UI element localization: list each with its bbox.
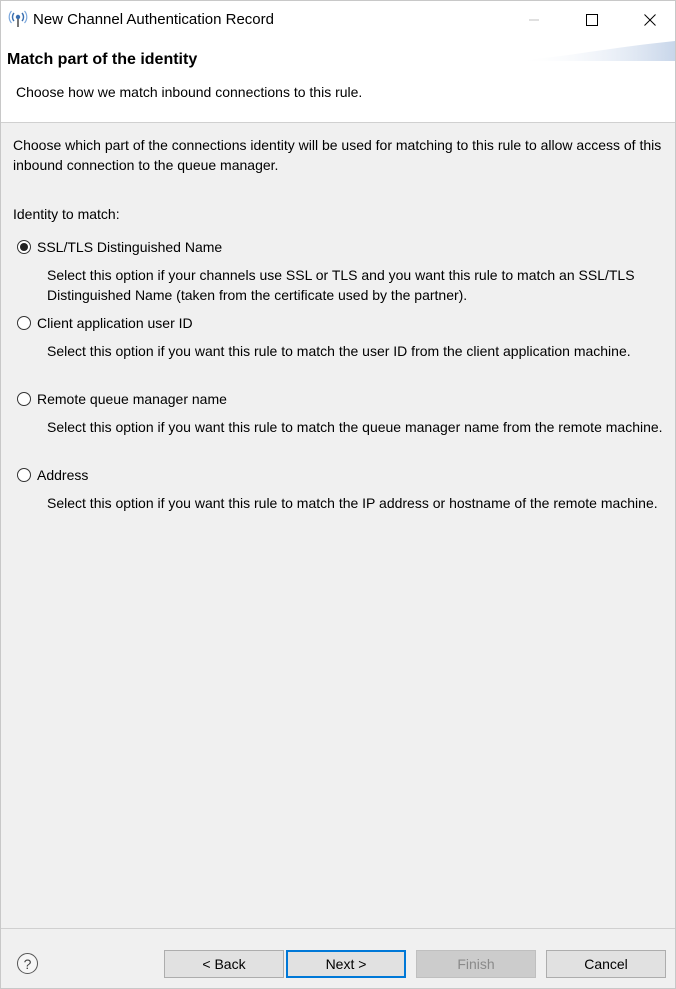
wizard-banner (1, 39, 675, 123)
maximize-button[interactable] (563, 1, 621, 39)
option-description: Select this option if you want this rule to match the queue manager name from the remote machine. (47, 419, 663, 435)
radio-ssl-dn[interactable] (17, 237, 667, 257)
option-ssl-dn (17, 237, 667, 305)
maximize-icon (586, 14, 598, 26)
title-bar (1, 1, 675, 39)
radio-unselected-icon[interactable] (17, 392, 31, 406)
button-bar (1, 928, 675, 989)
identity-label: Identity to match: (13, 206, 120, 222)
page-description: Choose how we match inbound connections to this rule. (16, 84, 363, 100)
option-description: Select this option if you want this rule to match the user ID from the client application machine. (47, 343, 631, 359)
wizard-content (1, 123, 675, 928)
close-button[interactable] (621, 1, 676, 39)
radio-label[interactable]: Client application user ID (37, 315, 193, 331)
close-icon (644, 14, 656, 26)
finish-button: Finish (416, 950, 536, 978)
back-button[interactable]: < Back (164, 950, 284, 978)
radio-label[interactable]: Address (37, 467, 89, 483)
option-client-user-id (17, 313, 667, 361)
cancel-button[interactable]: Cancel (546, 950, 666, 978)
option-description: Select this option if you want this rule to match the IP address or hostname of the remote machine. (47, 495, 658, 511)
intro-text: Choose which part of the connections identity will be used for matching to this rule to allow access of this inbound connection to the queue manager. (13, 137, 662, 173)
app-antenna-icon (8, 9, 28, 29)
radio-remote-qmgr[interactable] (17, 389, 667, 409)
option-remote-qmgr (17, 389, 667, 437)
radio-label[interactable]: Remote queue manager name (37, 391, 227, 407)
radio-unselected-icon[interactable] (17, 468, 31, 482)
radio-selected-icon[interactable] (17, 240, 31, 254)
minimize-button[interactable] (505, 1, 563, 39)
minimize-icon (528, 14, 540, 26)
radio-label[interactable]: SSL/TLS Distinguished Name (37, 239, 223, 255)
help-icon[interactable]: ? (17, 953, 38, 974)
radio-address[interactable] (17, 465, 667, 485)
next-button[interactable]: Next > (286, 950, 406, 978)
page-title: Match part of the identity (7, 51, 198, 68)
radio-unselected-icon[interactable] (17, 316, 31, 330)
window-title: New Channel Authentication Record (33, 11, 274, 28)
option-address (17, 465, 667, 513)
option-description: Select this option if your channels use SSL or TLS and you want this rule to match an SSL/TLS Distinguished Name (taken from the certificate used by the partner). (47, 267, 635, 303)
radio-client-user-id[interactable] (17, 313, 667, 333)
banner-decoration (515, 39, 675, 61)
